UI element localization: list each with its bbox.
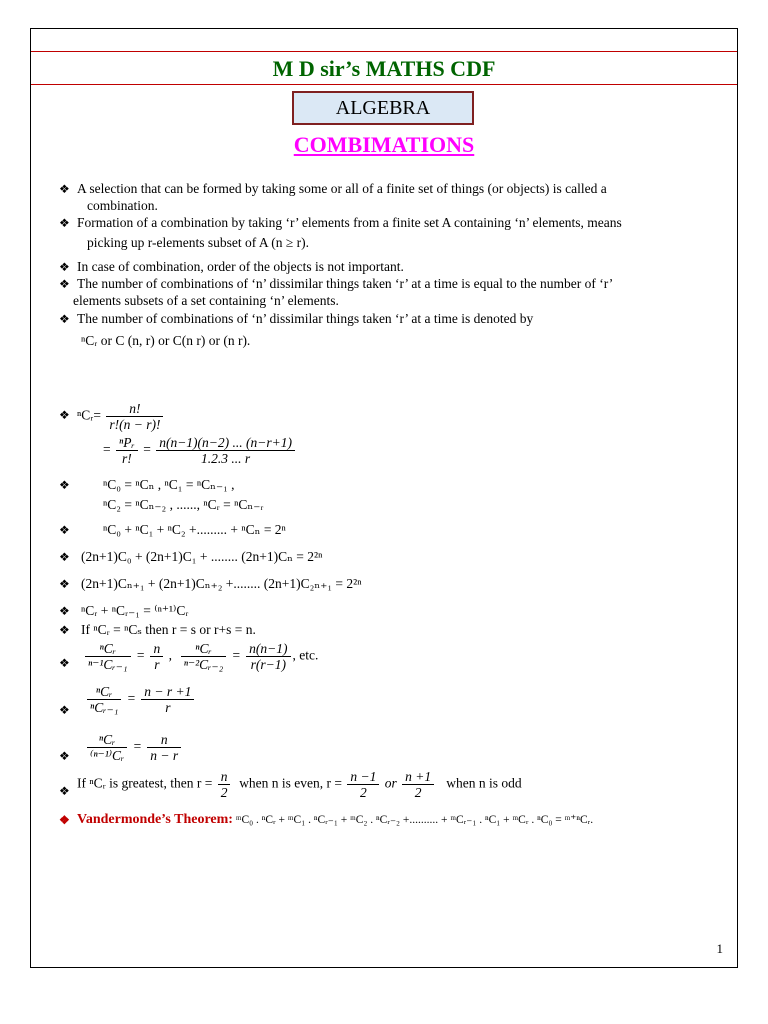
diamond-bullet-icon: ❖ bbox=[59, 260, 70, 274]
fraction-denominator: 2 bbox=[220, 785, 228, 800]
diamond-bullet-icon: ❖ bbox=[59, 550, 70, 564]
fraction-denominator: 2 bbox=[414, 785, 422, 800]
fraction-denominator: r!(n − r)! bbox=[109, 417, 161, 432]
fraction-numerator: n −1 bbox=[347, 769, 379, 785]
formula-lhs: ⁿCᵣ= bbox=[77, 407, 101, 423]
fraction-denominator: ⁽ⁿ⁻¹⁾Cᵣ bbox=[90, 748, 125, 763]
fraction-denominator: r bbox=[154, 657, 160, 672]
bullet-text: Formation of a combination by taking ‘r’ elements from a finite set A containing ‘n’ elements, means bbox=[77, 215, 622, 230]
header-rule-bottom bbox=[31, 84, 737, 85]
fraction-denominator: ⁿ⁻²Cᵣ₋₂ bbox=[183, 657, 224, 672]
fraction bbox=[87, 732, 127, 763]
theorem-body: ᵐC₀ . ⁿCᵣ + ᵐC₁ . ⁿCᵣ₋₁ + ᵐC₂ . ⁿCᵣ₋₂ +.......... + ᵐCᵣ₋₁ . ⁿC₁ + ᵐCᵣ . ⁿC₀ = ᵐ⁺ⁿCᵣ. bbox=[235, 814, 594, 826]
diamond-bullet-icon: ❖ bbox=[59, 813, 70, 827]
formula: (2n+1)C₀ + (2n+1)C₁ + ........ (2n+1)Cₙ = 2²ⁿ bbox=[81, 549, 323, 564]
fraction-numerator: n bbox=[147, 732, 181, 748]
fraction bbox=[87, 684, 121, 715]
fraction bbox=[156, 435, 295, 466]
diamond-bullet-icon: ❖ bbox=[59, 182, 70, 196]
fraction-numerator: n(n−1) bbox=[246, 641, 290, 657]
fraction-denominator: r! bbox=[122, 451, 132, 466]
fraction bbox=[218, 769, 231, 800]
fraction-numerator: n +1 bbox=[402, 769, 434, 785]
diamond-bullet-icon: ❖ bbox=[59, 277, 70, 291]
diamond-bullet-icon: ❖ bbox=[59, 216, 70, 230]
bullet-text: The number of combinations of ‘n’ dissimilar things taken ‘r’ at a time is denoted by bbox=[77, 311, 534, 326]
fraction-denominator: 2 bbox=[360, 785, 367, 800]
fraction-denominator: 1.2.3 ... r bbox=[201, 451, 251, 466]
fraction bbox=[347, 769, 379, 800]
diamond-bullet-icon: ❖ bbox=[59, 577, 70, 591]
diamond-bullet-icon: ❖ bbox=[59, 703, 70, 717]
fraction-numerator: n bbox=[150, 641, 163, 657]
diamond-bullet-icon: ❖ bbox=[59, 478, 70, 492]
header-rule-top bbox=[31, 51, 737, 52]
diamond-bullet-icon: ❖ bbox=[59, 784, 70, 798]
theorem-label: Vandermonde’s Theorem: bbox=[77, 812, 233, 827]
diamond-bullet-icon: ❖ bbox=[59, 312, 70, 326]
fraction-numerator: ⁿCᵣ bbox=[181, 641, 227, 657]
diamond-bullet-icon: ❖ bbox=[59, 749, 70, 763]
fraction bbox=[85, 641, 131, 672]
formula: If ⁿCᵣ = ⁿCₛ then r = s or r+s = n. bbox=[81, 622, 256, 637]
formula-suffix: , etc. bbox=[292, 647, 319, 663]
formula bbox=[77, 769, 721, 800]
page-number: 1 bbox=[716, 941, 723, 956]
fraction bbox=[141, 684, 194, 715]
page-frame bbox=[30, 28, 738, 968]
fraction-denominator: r bbox=[165, 700, 171, 715]
formula: ⁿC₂ = ⁿCₙ₋₂ , ......, ⁿCᵣ = ⁿCₙ₋ᵣ bbox=[103, 497, 264, 512]
formula bbox=[77, 401, 721, 432]
bullet-text: The number of combinations of ‘n’ dissimilar things taken ‘r’ at a time is equal to the number of ‘r’ bbox=[77, 276, 614, 291]
formula: = $\frac{\text{ⁿPᵣ}}{r!}$ = $\frac{n(n-1)(n-2) ... (n-r+1)}{1.2.3 ... r}$ bbox=[103, 435, 721, 466]
fraction bbox=[181, 641, 227, 672]
fraction-numerator: ⁿCᵣ bbox=[85, 641, 131, 657]
fraction bbox=[246, 641, 290, 672]
formula-text: when n is odd bbox=[446, 775, 522, 791]
bullet-text: picking up r-elements subset of A (n ≥ r). bbox=[87, 235, 309, 250]
bullet-text: A selection that can be formed by taking some or all of a finite set of things (or objects) is called a bbox=[77, 181, 607, 196]
formula: ⁿC₀ + ⁿC₁ + ⁿC₂ +......... + ⁿCₙ = 2ⁿ bbox=[103, 522, 286, 537]
fraction-denominator: r(r−1) bbox=[250, 657, 287, 672]
diamond-bullet-icon: ❖ bbox=[59, 604, 70, 618]
fraction bbox=[402, 769, 434, 800]
formula: ⁿCᵣ + ⁿCᵣ₋₁ = ⁽ⁿ⁺¹⁾Cᵣ bbox=[81, 603, 189, 618]
diamond-bullet-icon: ❖ bbox=[59, 408, 70, 422]
formula bbox=[77, 812, 721, 828]
page-header-title: M D sir’s MATHS CDF bbox=[272, 56, 496, 81]
formula: $\frac{\text{ⁿCᵣ}}{\text{ⁿ⁻¹Cᵣ₋₁}}$ = $\frac{n}{r}$ , $\frac{\text{ⁿCᵣ}}{\text{ⁿ⁻²Cᵣ₋₂}}$ = $\frac{n(n-1)}{r(r-1)}$ , etc. bbox=[83, 641, 721, 672]
bullet-text: In case of combination, order of the objects is not important. bbox=[77, 259, 404, 274]
diamond-bullet-icon: ❖ bbox=[59, 623, 70, 637]
fraction-numerator: ⁿCᵣ bbox=[87, 732, 127, 748]
fraction-numerator: n − r +1 bbox=[141, 684, 194, 700]
fraction-numerator: ⁿPᵣ bbox=[116, 435, 138, 451]
fraction-denominator: ⁿCᵣ₋₁ bbox=[90, 700, 119, 715]
fraction-denominator: ⁿ⁻¹Cᵣ₋₁ bbox=[88, 657, 128, 672]
section-title: COMBIMATIONS bbox=[293, 132, 475, 157]
bullet-text: elements subsets of a set containing ‘n’ elements. bbox=[73, 293, 339, 308]
topic-box: ALGEBRA bbox=[292, 91, 474, 125]
fraction bbox=[147, 732, 181, 763]
fraction-numerator: ⁿCᵣ bbox=[87, 684, 121, 700]
formula-text: If ⁿCᵣ is greatest, then r = bbox=[77, 775, 213, 791]
fraction-numerator: n(n−1)(n−2) ... (n−r+1) bbox=[156, 435, 295, 451]
bullet-text: ⁿCᵣ or C (n, r) or C(n r) or (n r). bbox=[81, 333, 251, 348]
fraction-numerator: n bbox=[218, 769, 231, 785]
diamond-bullet-icon: ❖ bbox=[59, 523, 70, 537]
formula: (2n+1)Cₙ₊₁ + (2n+1)Cₙ₊₂ +........ (2n+1)C₂ₙ₊₁ = 2²ⁿ bbox=[81, 576, 362, 591]
formula: $\frac{\text{ⁿCᵣ}}{\text{⁽ⁿ⁻¹⁾Cᵣ}}$ = $\frac{n}{n - r}$ bbox=[85, 732, 721, 763]
formula-text: or bbox=[384, 775, 397, 791]
fraction-denominator: n − r bbox=[150, 748, 179, 763]
diamond-bullet-icon: ❖ bbox=[59, 656, 70, 670]
formula-text: when n is even, r = bbox=[239, 775, 343, 791]
fraction bbox=[116, 435, 138, 466]
fraction bbox=[106, 401, 163, 432]
fraction bbox=[150, 641, 163, 672]
fraction-numerator: n! bbox=[106, 401, 163, 417]
bullet-text: combination. bbox=[87, 198, 158, 213]
formula: ⁿC₀ = ⁿCₙ , ⁿC₁ = ⁿCₙ₋₁ , bbox=[103, 477, 235, 492]
formula: $\frac{\text{ⁿCᵣ}}{\text{ⁿCᵣ₋₁}}$ = $\frac{n - r +1}{r}$ bbox=[85, 684, 721, 715]
